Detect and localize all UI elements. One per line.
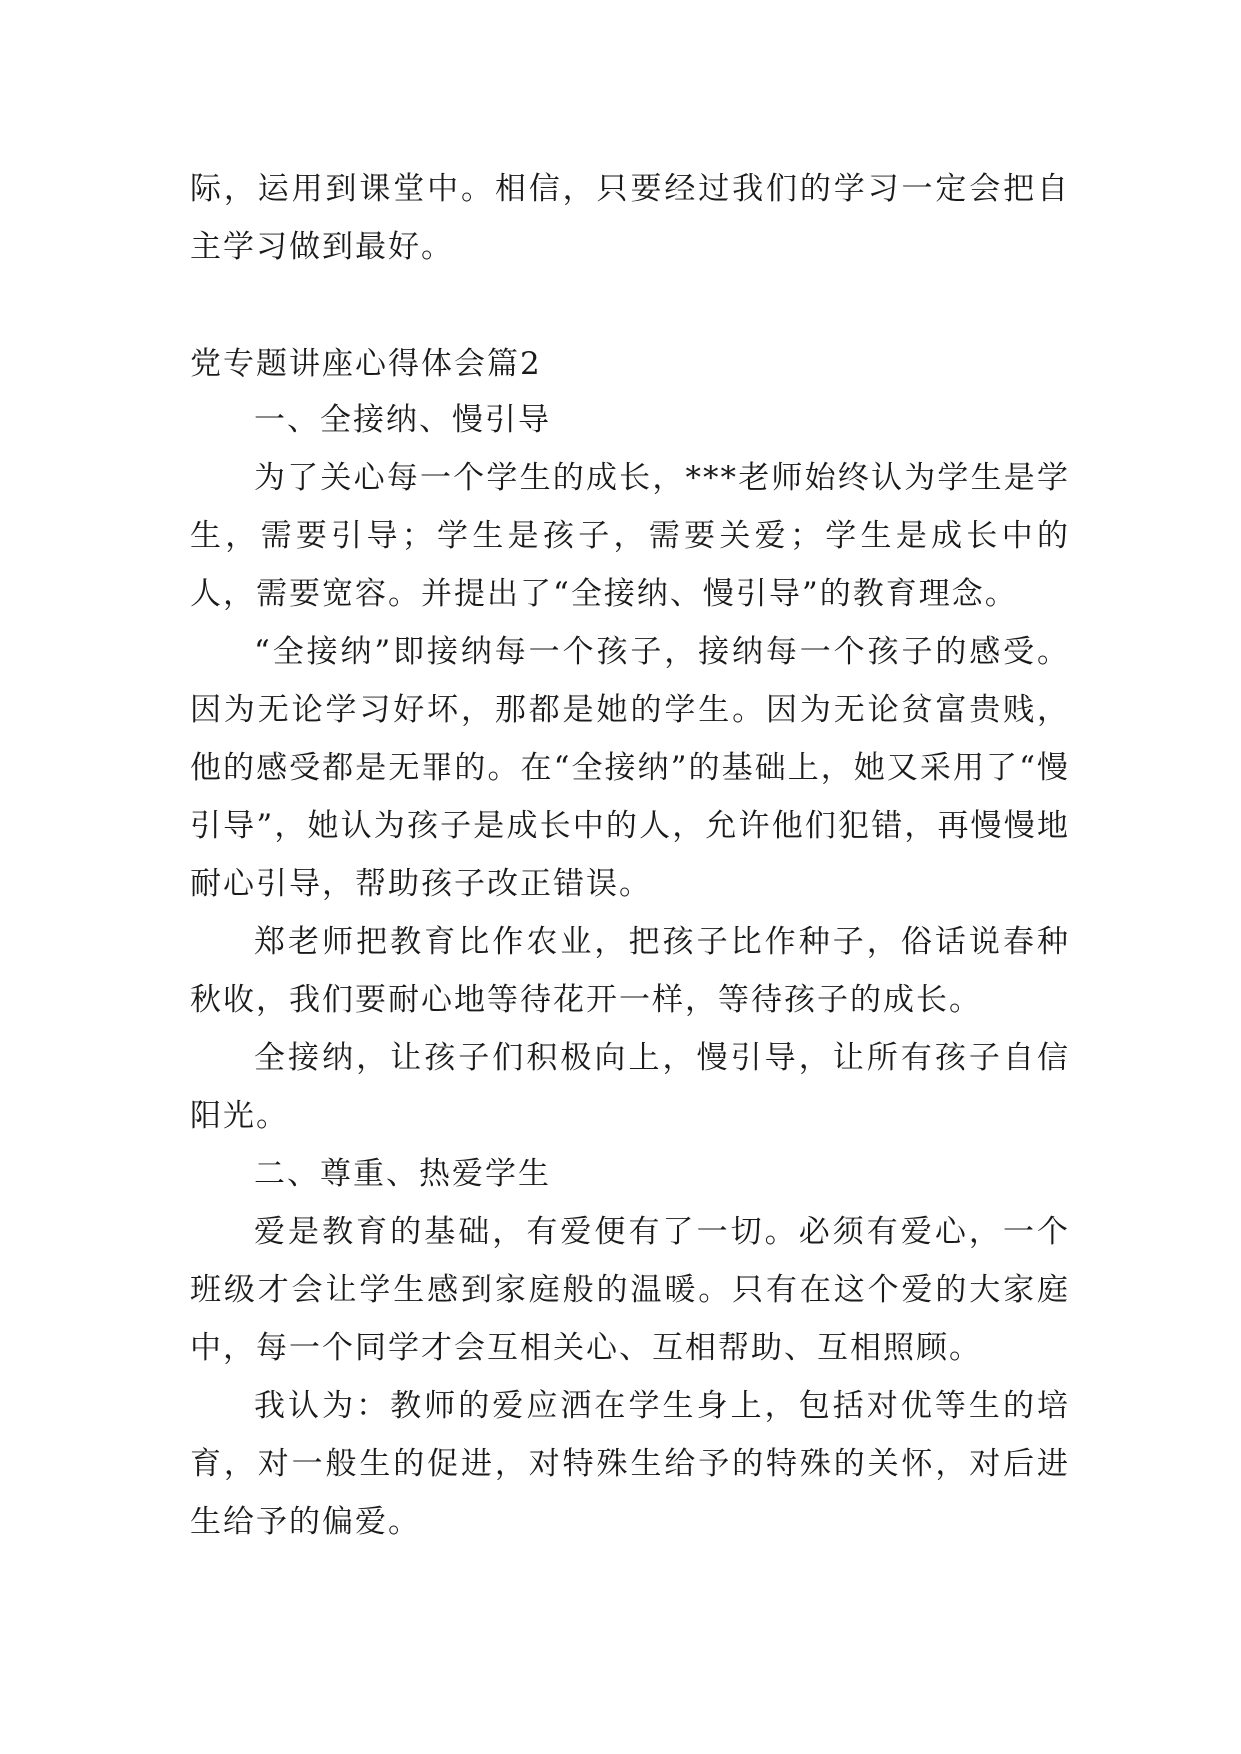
body-text-block xyxy=(190,391,1070,1551)
continuation-paragraph: 际，运用到课堂中。相信，只要经过我们的学习一定会把自主学习做到最好。 xyxy=(190,171,1070,265)
paragraph-6: 我认为：教师的爱应洒在学生身上，包括对优等生的培育，对一般生的促进，对特殊生给予的特殊的关怀，对后进生给予的偏爱。 xyxy=(190,1388,1070,1540)
paragraph-2: “全接纳”即接纳每一个孩子，接纳每一个孩子的感受。因为无论学习好坏，那都是她的学生。因为无论贫富贵贱，他的感受都是无罪的。在“全接纳”的基础上，她又采用了“慢引导”，她认为孩子是成长中的人，允许他们犯错，再慢慢地耐心引导，帮助孩子改正错误。 xyxy=(190,634,1070,902)
section-title: 党专题讲座心得体会篇2 xyxy=(190,346,542,382)
paragraph-1: 为了关心每一个学生的成长，***老师始终认为学生是学生，需要引导；学生是孩子，需要关爱；学生是成长中的人，需要宽容。并提出了“全接纳、慢引导”的教育理念。 xyxy=(190,460,1070,612)
paragraph-5: 爱是教育的基础，有爱便有了一切。必须有爱心，一个班级才会让学生感到家庭般的温暖。只有在这个爱的大家庭中，每一个同学才会互相关心、互相帮助、互相照顾。 xyxy=(190,1214,1070,1366)
paragraph-4: 全接纳，让孩子们积极向上，慢引导，让所有孩子自信阳光。 xyxy=(190,1040,1070,1134)
subheading-1: 一、全接纳、慢引导 xyxy=(254,402,551,438)
subheading-2: 二、尊重、热爱学生 xyxy=(254,1156,551,1192)
continuation-text-block xyxy=(190,160,1070,276)
section-title-block xyxy=(190,335,1070,393)
paragraph-3: 郑老师把教育比作农业，把孩子比作种子，俗话说春种秋收，我们要耐心地等待花开一样，等待孩子的成长。 xyxy=(190,924,1070,1018)
